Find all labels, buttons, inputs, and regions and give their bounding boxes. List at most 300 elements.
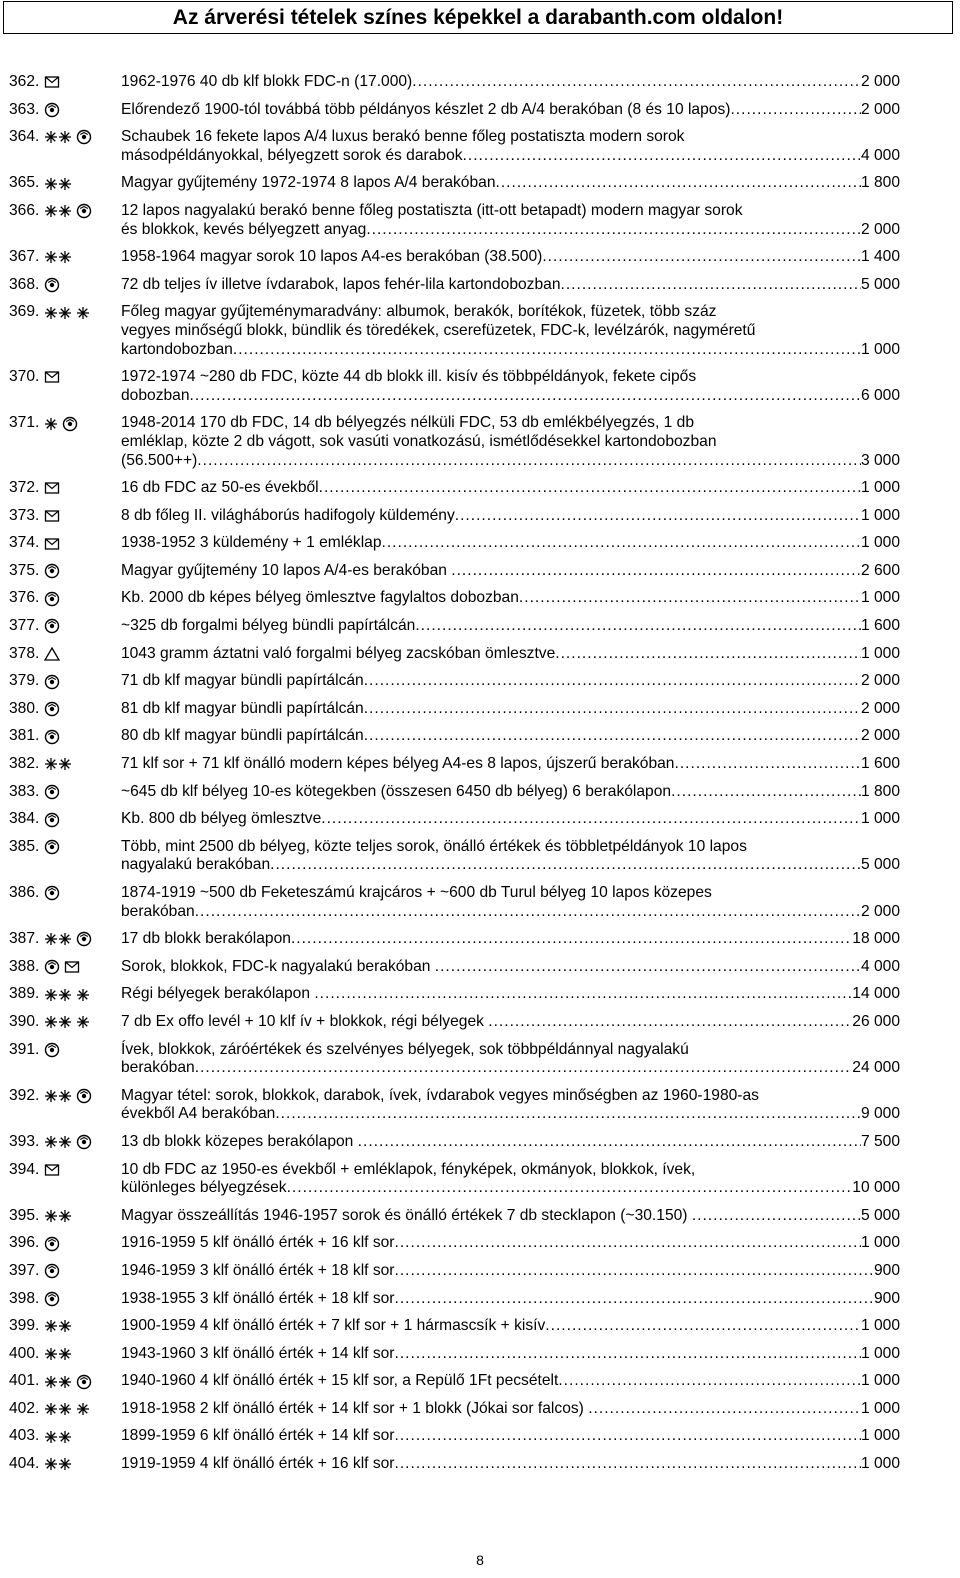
lot-number: 372. (9, 479, 40, 497)
lot-price: 1 000 (860, 479, 900, 497)
lot-number: 377. (9, 617, 40, 635)
lot-number: 370. (9, 368, 40, 386)
dot-leader (270, 856, 861, 875)
lot-description-last-line (121, 147, 900, 166)
lot-row (9, 1427, 900, 1446)
double-mint-icon (43, 1455, 73, 1473)
lot-price: 1 000 (860, 1317, 900, 1335)
lot-description-last-line (121, 507, 900, 526)
used-stamp-icon (75, 1133, 93, 1151)
lot-description-line: 1972-1974 ~280 db FDC, közte 44 db blokk ill. kisív és többpéldányok, fekete cipős (121, 368, 697, 386)
lot-number: 392. (9, 1086, 40, 1104)
lot-number: 368. (9, 275, 40, 293)
double-mint-icon (43, 1373, 73, 1391)
lot-number: 396. (9, 1234, 40, 1252)
lot-icons (43, 174, 121, 193)
lot-number: 400. (9, 1344, 40, 1362)
dot-leader (545, 1317, 861, 1336)
lot-description-line: 81 db klf magyar bündli papírtálcán (121, 699, 364, 717)
lot-icons (43, 1372, 121, 1391)
lot-description (121, 700, 900, 719)
lot-description-last-line (121, 1427, 900, 1446)
lot-description-last-line (121, 1372, 900, 1391)
lot-row (9, 589, 900, 608)
lot-description-last-line (121, 276, 900, 295)
lot-description (121, 128, 900, 165)
lot-description-last-line (121, 1013, 900, 1032)
lot-description-line: (56.500++) (121, 451, 198, 469)
lot-description-line: 1918-1958 2 klf önálló érték + 14 klf sor + 1 blokk (Jókai sor falcos) (121, 1399, 589, 1417)
lot-description (121, 303, 900, 359)
envelope-icon (43, 73, 61, 91)
used-stamp-icon (75, 128, 93, 146)
double-mint-icon (43, 1428, 73, 1446)
lot-row (9, 727, 900, 746)
lot-description-line: 10 db FDC az 1950-es évekből + emléklapok, fényképek, okmányok, blokkok, ívek, (121, 1160, 696, 1178)
lot-description (121, 1372, 900, 1391)
lot-description (121, 248, 900, 267)
lot-icons (43, 645, 121, 664)
lot-number: 401. (9, 1372, 40, 1390)
double-mint-icon (43, 175, 73, 193)
lot-row (9, 617, 900, 636)
envelope-icon (63, 958, 81, 976)
lot-number: 404. (9, 1455, 40, 1473)
dot-leader (395, 1427, 861, 1446)
lot-description-line: Több, mint 2500 db bélyeg, közte teljes sorok, önálló értékek és többletpéldányok 10 lapos (121, 837, 747, 855)
lot-description-line: nagyalakú berakóban (121, 856, 271, 874)
lot-description (121, 1013, 900, 1032)
used-stamp-icon (43, 1235, 61, 1253)
lot-description-line: Sorok, blokkok, FDC-k nagyalakú berakóban (121, 957, 435, 975)
used-stamp-icon (43, 276, 61, 294)
lot-price: 26 000 (852, 1012, 900, 1030)
lot-icons (43, 1207, 121, 1226)
lot-price: 14 000 (852, 985, 900, 1003)
lot-number: 388. (9, 957, 40, 975)
envelope-icon (43, 1161, 61, 1179)
lot-icons (43, 1317, 121, 1336)
double-mint-icon (43, 1400, 73, 1418)
lot-description-last-line (121, 1207, 900, 1226)
used-stamp-icon (75, 930, 93, 948)
lot-row (9, 1290, 900, 1309)
lot-row (9, 507, 900, 526)
used-stamp-icon (75, 1087, 93, 1105)
lot-icons (43, 700, 121, 719)
lot-price: 5 000 (860, 275, 900, 293)
dot-leader (395, 1345, 861, 1364)
used-stamp-icon (43, 617, 61, 635)
lot-description (121, 1133, 900, 1152)
lot-row (9, 1133, 900, 1152)
lot-description (121, 1345, 900, 1364)
lot-description (121, 562, 900, 581)
lot-description-last-line (121, 930, 900, 949)
lot-description-line: 72 db teljes ív illetve ívdarabok, lapos fehér-lila kartondobozban (121, 275, 561, 293)
lot-description (121, 1427, 900, 1446)
lot-price: 1 000 (860, 340, 900, 358)
lot-icons (43, 368, 121, 387)
lot-price: 1 000 (860, 534, 900, 552)
lot-row (9, 202, 900, 239)
lot-description-line: Kb. 2000 db képes bélyeg ömlesztve fagylaltos dobozban (121, 589, 519, 607)
lot-description-line: Magyar gyűjtemény 10 lapos A/4-es berakóban (121, 561, 452, 579)
lot-row (9, 368, 900, 405)
double-mint-icon (43, 128, 73, 146)
lot-icons (43, 1262, 121, 1281)
lot-row (9, 128, 900, 165)
lot-description-line: vegyes minőségű blokk, bündlik és töredékek, cserefüzetek, FDC-k, levélzárók, nagyméretű (121, 321, 756, 339)
lot-description-last-line (121, 783, 900, 802)
lot-description (121, 783, 900, 802)
lot-number: 380. (9, 699, 40, 717)
lot-icons (43, 838, 121, 857)
lot-icons (43, 303, 121, 322)
lot-description (121, 1455, 900, 1474)
lot-description-line: 1943-1960 3 klf önálló érték + 14 klf sor (121, 1344, 395, 1362)
lot-description-line: berakóban (121, 1059, 195, 1077)
dot-leader (395, 1262, 874, 1281)
lot-description-last-line (121, 1105, 900, 1124)
lot-icons (43, 1234, 121, 1253)
lot-description-last-line (121, 1290, 900, 1309)
lot-number: 375. (9, 561, 40, 579)
lot-description-line: Magyar összeállítás 1946-1957 sorok és önálló értékek 7 db stecklapon (~30.150) (121, 1206, 692, 1224)
lot-price: 1 000 (860, 1344, 900, 1362)
lot-description (121, 1041, 900, 1078)
lot-number: 385. (9, 837, 40, 855)
lot-row (9, 248, 900, 267)
lot-row (9, 838, 900, 875)
lot-description-line: Magyar tétel: sorok, blokkok, darabok, ívek, ívdarabok vegyes minőségben az 1960-1980-as (121, 1086, 759, 1104)
dot-leader (561, 276, 861, 295)
lot-number: 393. (9, 1132, 40, 1150)
lot-description (121, 368, 900, 405)
lot-description-last-line (121, 1234, 900, 1253)
lot-price: 1 000 (860, 589, 900, 607)
dot-leader (364, 672, 861, 691)
used-stamp-icon (43, 1290, 61, 1308)
lot-number: 366. (9, 201, 40, 219)
lot-description-last-line (121, 958, 900, 977)
lot-number: 373. (9, 506, 40, 524)
lot-row (9, 1234, 900, 1253)
lot-row (9, 1041, 900, 1078)
dot-leader (275, 1105, 861, 1124)
lot-description (121, 174, 900, 193)
lot-description-line: 80 db klf magyar bündli papírtálcán (121, 727, 364, 745)
dot-leader (395, 1455, 861, 1474)
lot-price: 1 800 (860, 174, 900, 192)
double-mint-icon (43, 304, 73, 322)
lot-row (9, 884, 900, 921)
lot-icons (43, 73, 121, 92)
lot-row (9, 985, 900, 1004)
lot-description-last-line (121, 1059, 900, 1078)
lot-description-last-line (121, 101, 900, 120)
lot-icons (43, 479, 121, 498)
lot-row (9, 1262, 900, 1281)
used-stamp-icon (75, 1373, 93, 1391)
used-stamp-icon (43, 884, 61, 902)
lot-description (121, 589, 900, 608)
lot-description-line: 1874-1919 ~500 db Feketeszámú krajcáros + ~600 db Turul bélyeg 10 lapos közepes (121, 884, 712, 901)
double-mint-icon (43, 1133, 73, 1151)
lot-number: 390. (9, 1012, 40, 1030)
lot-number: 394. (9, 1160, 40, 1178)
lot-description (121, 1161, 900, 1198)
lot-icons (43, 755, 121, 774)
lot-price: 1 000 (860, 1234, 900, 1252)
lot-description-last-line (121, 903, 900, 922)
lot-row (9, 414, 900, 470)
lot-row (9, 783, 900, 802)
lot-description-line: emléklap, közte 2 db vágott, sok vasúti vonatkozású, ismétlődésekkel kartondobozban (121, 432, 717, 450)
lot-icons (43, 1087, 121, 1106)
lot-description (121, 958, 900, 977)
lot-number: 384. (9, 810, 40, 828)
dot-leader (319, 479, 861, 498)
lot-description (121, 1317, 900, 1336)
lot-price: 1 000 (860, 1399, 900, 1417)
lot-description-last-line (121, 727, 900, 746)
lot-icons (43, 672, 121, 691)
lot-description-line: másodpéldányokkal, bélyegzett sorok és darabok (121, 146, 463, 164)
lot-description-last-line (121, 248, 900, 267)
lot-description-line: 1900-1959 4 klf önálló érték + 7 klf sor + 1 hármascsík + kisív (121, 1317, 546, 1335)
used-stamp-icon (43, 101, 61, 119)
mint-hinged-icon (75, 1400, 91, 1418)
lot-price: 2 000 (860, 699, 900, 717)
double-mint-icon (43, 1207, 73, 1225)
lot-price: 4 000 (860, 146, 900, 164)
used-stamp-icon (43, 1041, 61, 1059)
lot-icons (43, 617, 121, 636)
lot-description (121, 1087, 900, 1124)
lot-description (121, 727, 900, 746)
lot-icons (43, 248, 121, 267)
lot-description-last-line (121, 221, 900, 240)
lot-description (121, 101, 900, 120)
lot-description-line: 13 db blokk közepes berakólapon (121, 1132, 358, 1150)
lot-description-line: 16 db FDC az 50-es évekből (121, 479, 319, 497)
lot-number: 387. (9, 930, 40, 948)
lot-icons (43, 1133, 121, 1152)
lot-row (9, 958, 900, 977)
lot-description-line: berakóban (121, 902, 195, 920)
lot-icons (43, 958, 121, 977)
used-stamp-icon (43, 562, 61, 580)
lot-price: 6 000 (860, 386, 900, 404)
lot-row (9, 1207, 900, 1226)
lot-icons (43, 727, 121, 746)
lot-description-last-line (121, 1133, 900, 1152)
used-stamp-icon (43, 590, 61, 608)
lot-number: 371. (9, 414, 40, 432)
used-stamp-icon (61, 415, 79, 433)
lot-description-line: 12 lapos nagyalakú berakó benne főleg postatiszta (itt-ott betapadt) modern magyar sorok (121, 201, 743, 219)
lot-row (9, 1013, 900, 1032)
lot-row (9, 810, 900, 829)
lot-price: 24 000 (852, 1059, 900, 1077)
header-title: Az árverési tételek színes képekkel a darabanth.com oldalon! (172, 6, 784, 29)
dot-leader (195, 903, 861, 922)
lot-description-line: ~645 db klf bélyeg 10-es kötegekben (összesen 6450 db bélyeg) 6 berakólapon (121, 782, 672, 800)
dot-leader (455, 507, 861, 526)
lot-number: 369. (9, 303, 40, 321)
lot-icons (43, 276, 121, 295)
used-stamp-icon (43, 700, 61, 718)
lot-price: 2 000 (860, 73, 900, 90)
lot-description-last-line (121, 174, 900, 193)
lot-price: 7 500 (860, 1132, 900, 1150)
lot-price: 1 600 (860, 617, 900, 635)
lot-description-line: 1962-1976 40 db klf blokk FDC-n (17.000) (121, 73, 413, 90)
dot-leader (588, 1400, 861, 1419)
lot-description-line: Főleg magyar gyűjteménymaradvány: albumok, berakók, borítékok, füzetek, több száz (121, 303, 717, 321)
lot-price: 1 600 (860, 755, 900, 773)
lot-icons (43, 1427, 121, 1446)
lot-number: 386. (9, 884, 40, 901)
dot-leader (287, 1179, 853, 1198)
lot-description-line: Előrendező 1900-tól továbbá több példányos készlet 2 db A/4 berakóban (8 és 10 lapos) (121, 100, 731, 118)
lot-price: 3 000 (860, 451, 900, 469)
lot-description-last-line (121, 562, 900, 581)
double-mint-icon (43, 755, 73, 773)
lot-description-line: dobozban (121, 386, 190, 404)
lot-price: 2 000 (860, 220, 900, 238)
lot-description-line: Magyar gyűjtemény 1972-1974 8 lapos A/4 berakóban (121, 174, 496, 192)
lot-number: 367. (9, 248, 40, 266)
lot-description-line: 17 db blokk berakólapon (121, 930, 291, 948)
lot-number: 402. (9, 1399, 40, 1417)
lot-number: 363. (9, 100, 40, 118)
dot-leader (291, 930, 852, 949)
lot-row (9, 1455, 900, 1474)
lot-row (9, 73, 900, 92)
lot-price: 900 (873, 1261, 900, 1279)
lot-description (121, 1234, 900, 1253)
double-mint-icon (43, 1317, 73, 1335)
lot-icons (43, 810, 121, 829)
dot-leader (395, 1234, 861, 1253)
lot-number: 398. (9, 1289, 40, 1307)
lot-description (121, 645, 900, 664)
lot-icons (43, 1400, 121, 1419)
lot-number: 391. (9, 1040, 40, 1058)
lot-price: 4 000 (860, 957, 900, 975)
lot-price: 1 800 (860, 782, 900, 800)
lot-price: 2 000 (860, 902, 900, 920)
lot-description (121, 617, 900, 636)
envelope-icon (43, 368, 61, 386)
dot-leader (233, 341, 861, 360)
lot-row (9, 1372, 900, 1391)
envelope-icon (43, 535, 61, 553)
lot-number: 374. (9, 534, 40, 552)
lot-description (121, 985, 900, 1004)
lot-description-line: 1938-1952 3 küldemény + 1 emléklap (121, 534, 382, 552)
double-mint-icon (43, 986, 73, 1004)
lot-number: 376. (9, 589, 40, 607)
lot-description (121, 507, 900, 526)
dot-leader (314, 985, 852, 1004)
lot-price: 5 000 (860, 1206, 900, 1224)
double-mint-icon (43, 930, 73, 948)
lot-description (121, 534, 900, 553)
dot-leader (671, 783, 861, 802)
dot-leader (364, 727, 861, 746)
lot-description-line: 1916-1959 5 klf önálló érték + 16 klf sor (121, 1234, 395, 1252)
lot-icons (43, 1041, 121, 1060)
lot-number: 365. (9, 174, 40, 192)
lot-price: 5 000 (860, 856, 900, 874)
lot-description-line: Kb. 800 db bélyeg ömlesztve (121, 810, 322, 828)
dot-leader (412, 73, 861, 92)
lot-row (9, 1161, 900, 1198)
used-stamp-icon (43, 838, 61, 856)
lot-description-last-line (121, 452, 900, 471)
envelope-icon (43, 479, 61, 497)
dot-leader (488, 1013, 852, 1032)
lot-description-line: 1899-1959 6 klf önálló érték + 14 klf sor (121, 1427, 395, 1445)
lot-description-last-line (121, 534, 900, 553)
lot-row (9, 101, 900, 120)
dot-leader (451, 562, 861, 581)
lot-description (121, 755, 900, 774)
lot-number: 362. (9, 73, 40, 90)
lot-description-line: 1946-1959 3 klf önálló érték + 18 klf sor (121, 1261, 395, 1279)
lot-row (9, 303, 900, 359)
lot-row (9, 1400, 900, 1419)
lot-icons (43, 884, 121, 903)
lot-description (121, 1290, 900, 1309)
dot-leader (364, 700, 861, 719)
lot-number: 378. (9, 644, 40, 662)
lot-description-last-line (121, 341, 900, 360)
lot-description (121, 1262, 900, 1281)
lot-icons (43, 985, 121, 1004)
dot-leader (558, 1372, 861, 1391)
lot-description-line: 1919-1959 4 klf önálló érték + 16 klf sor (121, 1455, 395, 1473)
lot-price: 1 000 (860, 1372, 900, 1390)
lot-price: 18 000 (852, 930, 900, 948)
lot-description-last-line (121, 1345, 900, 1364)
dot-leader (197, 452, 861, 471)
lot-icons (43, 1290, 121, 1309)
dot-leader (321, 810, 861, 829)
lot-number: 399. (9, 1317, 40, 1335)
dot-leader (366, 221, 861, 240)
lot-description-line: 1938-1955 3 klf önálló érték + 18 klf sor (121, 1289, 395, 1307)
lot-description-last-line (121, 1179, 900, 1198)
lot-icons (43, 783, 121, 802)
used-stamp-icon (43, 958, 61, 976)
lot-description-last-line (121, 755, 900, 774)
lot-row (9, 1087, 900, 1124)
lot-price: 1 400 (860, 248, 900, 266)
page-number: 8 (476, 1552, 484, 1568)
lot-number: 397. (9, 1261, 40, 1279)
lot-icons (43, 1455, 121, 1474)
lot-description-line: 1958-1964 magyar sorok 10 lapos A4-es berakóban (38.500) (121, 248, 543, 266)
lot-description-line: 71 db klf magyar bündli papírtálcán (121, 672, 364, 690)
lot-row (9, 672, 900, 691)
lot-description (121, 810, 900, 829)
dot-leader (358, 1133, 861, 1152)
lot-icons (43, 930, 121, 949)
